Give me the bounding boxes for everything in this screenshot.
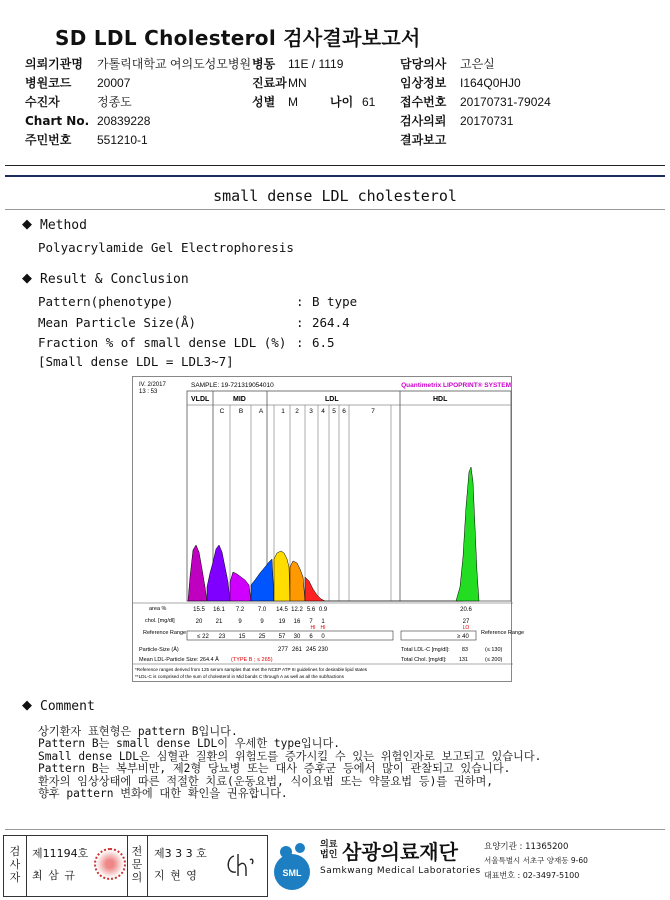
sex-label: 성별 — [252, 95, 276, 109]
mid-a-peak — [251, 559, 274, 601]
area-value: 16.1 — [213, 607, 225, 613]
chol-value: 16 — [293, 619, 301, 625]
chol-value: 1 — [321, 619, 325, 625]
chol-value: 19 — [278, 619, 286, 625]
ref-value: 23 — [218, 634, 226, 640]
name-2: 지 현 영 — [154, 869, 198, 882]
result-bullet-icon: ◆ — [22, 271, 32, 286]
pattern-value: B type — [312, 294, 358, 309]
request-label: 검사의뢰 — [400, 114, 447, 128]
total-chol-label: Total Chol. [mg/dl]: — [401, 657, 447, 663]
doctor-label: 담당의사 — [400, 57, 447, 71]
comment-line: Pattern B는 복부비만, 제2형 당뇨병 또는 대사 증후군 등에서 많이 관찰되고 있습니다. — [38, 762, 511, 776]
inst-label: 의뢰기관명 — [25, 57, 83, 71]
rrn-value: 551210-1 — [97, 133, 148, 147]
size-value: 264.4 — [312, 315, 350, 330]
comment-body — [38, 726, 541, 800]
area-row-label: area % — [149, 606, 167, 612]
total-ldl-label: Total LDL-C [mg/dl]: — [401, 647, 450, 653]
flag-hi-1: HI — [310, 625, 316, 631]
ldl1-peak — [274, 551, 290, 601]
signature-box — [3, 835, 268, 897]
chol-row-label: chol. [mg/dl] — [145, 618, 175, 624]
band-label-2: 2 — [295, 408, 299, 415]
specialist-label: 전문의 — [131, 845, 143, 884]
comment-line: 환자의 임상상태에 따른 적절한 치료(운동요법, 식이요법 또는 약물요법 등)를 권하며, — [38, 774, 494, 788]
license-1: 제11194호 — [32, 847, 89, 860]
result-label: 결과보고 — [400, 133, 447, 147]
section-divider — [5, 209, 665, 210]
ref-value: 25 — [258, 634, 266, 640]
band-label-5: 5 — [332, 408, 336, 415]
age-label: 나이 — [330, 95, 354, 109]
band-label-C: C — [219, 408, 225, 415]
ref-label-right: Reference Range — [481, 630, 525, 636]
patient-value: 정종도 — [97, 95, 132, 109]
chol-value: 27 — [462, 619, 470, 625]
section-title: small dense LDL cholesterol — [213, 187, 457, 205]
receipt-label: 접수번호 — [400, 95, 447, 109]
rrn-label: 주민번호 — [25, 133, 72, 147]
sml-logo-icon — [272, 838, 316, 892]
chol-value: 7 — [309, 619, 313, 625]
footnote-2: **LDL-C is comprised of the sum of cholesterol in Mid bands C through A as well as all the subfractions — [135, 674, 344, 679]
group-ldl: LDL — [325, 396, 339, 403]
area-value: 7.2 — [235, 607, 245, 613]
band-label-6: 6 — [342, 408, 346, 415]
chart-system: Quantimetrix LIPOPRINT® SYSTEM — [401, 382, 511, 389]
ward-value: 11E / 1119 — [288, 57, 344, 71]
chart-sample: SAMPLE: 19-721319054010 — [191, 382, 274, 389]
comment-line: Pattern B는 small dense LDL이 우세한 type입니다. — [38, 737, 340, 751]
chart-value: 20839228 — [97, 114, 151, 128]
size-value: 261 — [291, 647, 303, 653]
ward-label: 병동 — [252, 57, 276, 71]
band-label-B: B — [238, 408, 244, 415]
comment-bullet-icon: ◆ — [22, 698, 32, 713]
ref-label-left: Reference Range — [143, 630, 187, 636]
logo-text: SML — [282, 868, 302, 878]
method-bullet-icon: ◆ — [22, 217, 32, 232]
band-label-7: 7 — [371, 408, 375, 415]
group-mid: MID — [233, 396, 246, 403]
license-2: 제3 3 3 호 — [154, 847, 207, 860]
footer-divider — [5, 829, 665, 830]
header-divider — [5, 165, 665, 166]
chol-value: 9 — [238, 619, 242, 625]
band-label-4: 4 — [321, 408, 325, 415]
ref-value: 15 — [238, 634, 246, 640]
inspector-label: 검사자 — [9, 845, 21, 884]
clinical-label: 임상정보 — [400, 76, 447, 90]
fraction-label: Fraction % of small dense LDL (%) — [38, 335, 287, 350]
org-en: Samkwang Medical Laboratories — [320, 866, 481, 876]
comment-heading: Comment — [40, 699, 95, 714]
group-vldl: VLDL — [191, 396, 210, 403]
tel-label: 요양기관 : 11365200 — [484, 842, 569, 852]
ldl3-peak — [305, 577, 325, 601]
header-divider-thick — [5, 175, 665, 177]
org-small: 의료법인 — [320, 840, 338, 860]
method-text: Polyacrylamide Gel Electrophoresis — [38, 240, 294, 255]
phone: 대표번호 : 02-3497-5100 — [484, 871, 580, 880]
chart-label: Chart No. — [25, 114, 90, 128]
chart-date-1: IV. 2/2017 — [139, 382, 166, 388]
hospcode-label: 병원코드 — [25, 76, 72, 90]
area-value: 12.2 — [291, 607, 303, 613]
area-value: 14.5 — [276, 607, 288, 613]
ref-value: ≤ 22 — [197, 634, 209, 640]
size-row-label: Particle-Size (Å) — [139, 647, 179, 653]
method-heading: Method — [40, 218, 87, 233]
flag-lo: LO — [462, 625, 470, 631]
result-heading: Result & Conclusion — [40, 272, 189, 287]
area-value: 20.6 — [460, 607, 472, 613]
patient-label: 수진자 — [25, 95, 60, 109]
age-value: 61 — [362, 95, 376, 109]
ref-value: 0 — [321, 634, 325, 640]
pattern-label: Pattern(phenotype) — [38, 294, 174, 309]
comment-line: Small dense LDL은 심혈관 질환의 위험도를 증가시킬 수 있는 위험인자로 보고되고 있습니다. — [38, 749, 542, 763]
size-value: 245 — [305, 647, 317, 653]
ref-value: 6 — [309, 634, 313, 640]
chart-date-2: 13 : 53 — [139, 389, 158, 395]
seal-stamp-icon — [94, 848, 126, 880]
chol-value: 21 — [215, 619, 223, 625]
request-value: 20170731 — [460, 114, 514, 128]
total-chol-value: 131 — [458, 657, 468, 663]
org-name: 삼광의료재단 — [342, 840, 458, 864]
chol-value: 20 — [195, 619, 203, 625]
sdldl-note: [Small dense LDL = LDL3~7] — [38, 354, 234, 369]
vldl-peak — [188, 545, 207, 601]
dept-value: MN — [288, 76, 307, 90]
inst-value: 가톨릭대학교 여의도성모병원 — [97, 57, 252, 71]
type-text: (TYPE B ; ≤ 265) — [231, 657, 273, 663]
ref-value: 30 — [293, 634, 301, 640]
mid-b-peak — [230, 572, 251, 601]
sex-value: M — [288, 95, 298, 109]
group-hdl: HDL — [433, 396, 448, 403]
mean-size-text: Mean LDL-Particle Size: 264.4 Å — [139, 657, 219, 663]
area-value: 5.6 — [306, 607, 316, 613]
size-value: 230 — [317, 647, 329, 653]
ref-value: 57 — [278, 634, 286, 640]
comment-line: 향후 pattern 변화에 대한 확인을 권유합니다. — [38, 787, 288, 801]
receipt-value: 20170731-79024 — [460, 95, 551, 109]
name-1: 최 삼 규 — [32, 869, 76, 882]
footnote-1: *Reference ranges derived from 125 serum samples that met the NCEP ATP III guidelines for desirable lipid states — [135, 667, 368, 672]
area-value: 15.5 — [193, 607, 205, 613]
ldl2-peak — [290, 561, 305, 601]
total-chol-ref: (≤ 200) — [485, 657, 503, 663]
clinical-value: I164Q0HJ0 — [460, 76, 521, 90]
hospcode-value: 20007 — [97, 76, 131, 90]
chol-value: 9 — [260, 619, 264, 625]
fraction-value: 6.5 — [312, 335, 335, 350]
flag-hi-2: HI — [320, 625, 326, 631]
area-value: 7.0 — [257, 607, 267, 613]
lipoprint-chart — [132, 376, 525, 682]
address: 서울특별시 서초구 양재동 9-60 — [484, 856, 588, 865]
area-value: 0.9 — [318, 607, 328, 613]
header-grid — [25, 55, 251, 150]
size-value: 277 — [277, 647, 289, 653]
signature-icon — [222, 850, 258, 880]
doctor-value: 고은실 — [460, 57, 495, 71]
hdl-ref: ≥ 40 — [457, 634, 469, 640]
report-title: SD LDL Cholesterol 검사결과보고서 — [55, 26, 421, 50]
band-label-A: A — [258, 408, 264, 415]
total-ldl-ref: (≤ 130) — [485, 647, 503, 653]
footer — [0, 832, 670, 900]
band-label-1: 1 — [281, 408, 285, 415]
total-ldl-value: 83 — [461, 647, 468, 653]
mid-c-peak — [207, 545, 230, 601]
band-label-3: 3 — [309, 408, 313, 415]
size-label: Mean Particle Size(Å) — [38, 315, 197, 330]
comment-line: 상기환자 표현형은 pattern B입니다. — [38, 725, 238, 738]
hdl-peak — [456, 467, 479, 601]
dept-label: 진료과 — [252, 76, 287, 90]
